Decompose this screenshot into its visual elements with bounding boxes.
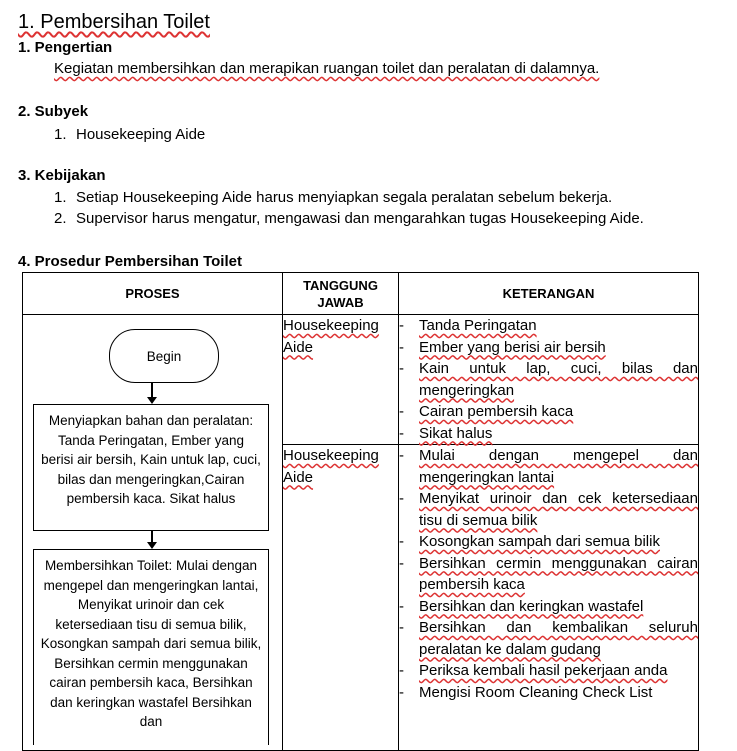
list-item: - Mengisi Room Cleaning Check List xyxy=(399,682,698,704)
list-item: - Bersihkan cermin menggunakan cairan pembersih kaca xyxy=(399,553,698,596)
list-item: - Bersihkan dan kembalikan seluruh peralatan ke dalam gudang xyxy=(399,617,698,660)
flow-begin: Begin xyxy=(109,329,219,383)
procedure-table xyxy=(22,272,699,751)
table-header-row xyxy=(23,273,699,315)
list-item: - Periksa kembali hasil pekerjaan anda xyxy=(399,660,698,682)
subyek-list xyxy=(54,124,205,145)
list-item: - Kain untuk lap, cuci, bilas dan mengeringkan xyxy=(399,358,698,401)
flowchart-cell xyxy=(23,315,283,751)
notes-cell xyxy=(399,445,699,751)
flow-step-prepare: Menyiapkan bahan dan peralatan: Tanda Peringatan, Ember yang berisi air bersih, Kain untuk lap, cuci, bilas dan mengeringkan,Cairan pembersih kaca. Sikat halus xyxy=(33,404,269,531)
flow-step-clean: Membersihkan Toilet: Mulai dengan mengepel dan mengeringkan lantai, Menyikat urinoir dan cek ketersediaan tisu di semua bilik, Kosongkan sampah dari semua bilik, Bersihkan cermin menggunakan cairan pembersih kaca, Bersihkan dan keringkan wastafel Bersihkan dan xyxy=(33,549,269,745)
list-item: - Ember yang berisi air bersih xyxy=(399,337,698,359)
list-item: 1. Housekeeping Aide xyxy=(54,126,206,143)
section-heading-pengertian: 1. Pengertian xyxy=(18,39,113,56)
header-tanggung-jawab: TANGGUNG JAWAB xyxy=(283,273,399,315)
list-item: - Bersihkan dan keringkan wastafel xyxy=(399,596,698,618)
list-item: 2. Supervisor harus mengatur, mengawasi dan mengarahkan tugas Housekeeping Aide. xyxy=(54,210,644,227)
list-item: - Tanda Peringatan xyxy=(399,315,698,337)
arrow-down-icon xyxy=(147,397,157,404)
responsible-cell: Housekeeping Aide xyxy=(283,315,399,445)
responsible-cell: Housekeeping Aide xyxy=(283,445,399,751)
flow-connector xyxy=(151,382,153,398)
page-title: 1. Pembersihan Toilet xyxy=(18,11,210,33)
arrow-down-icon xyxy=(147,542,157,549)
list-item: 1. Setiap Housekeeping Aide harus menyiapkan segala peralatan sebelum bekerja. xyxy=(54,189,613,206)
section-heading-kebijakan: 3. Kebijakan xyxy=(18,167,106,184)
kebijakan-list xyxy=(54,187,644,229)
list-item: - Menyikat urinoir dan cek ketersediaan tisu di semua bilik xyxy=(399,488,698,531)
list-item: - Mulai dengan mengepel dan mengeringkan lantai xyxy=(399,445,698,488)
section-heading-subyek: 2. Subyek xyxy=(18,103,89,120)
pengertian-text: Kegiatan membersihkan dan merapikan ruangan toilet dan peralatan di dalamnya. xyxy=(54,60,600,77)
header-proses: PROSES xyxy=(23,273,283,315)
header-keterangan: KETERANGAN xyxy=(399,273,699,315)
list-item: - Kosongkan sampah dari semua bilik xyxy=(399,531,698,553)
table-row xyxy=(23,315,699,445)
list-item: - Cairan pembersih kaca xyxy=(399,401,698,423)
notes-cell xyxy=(399,315,699,445)
section-heading-prosedur: 4. Prosedur Pembersihan Toilet xyxy=(18,253,242,270)
list-item: - Sikat halus xyxy=(399,423,698,445)
